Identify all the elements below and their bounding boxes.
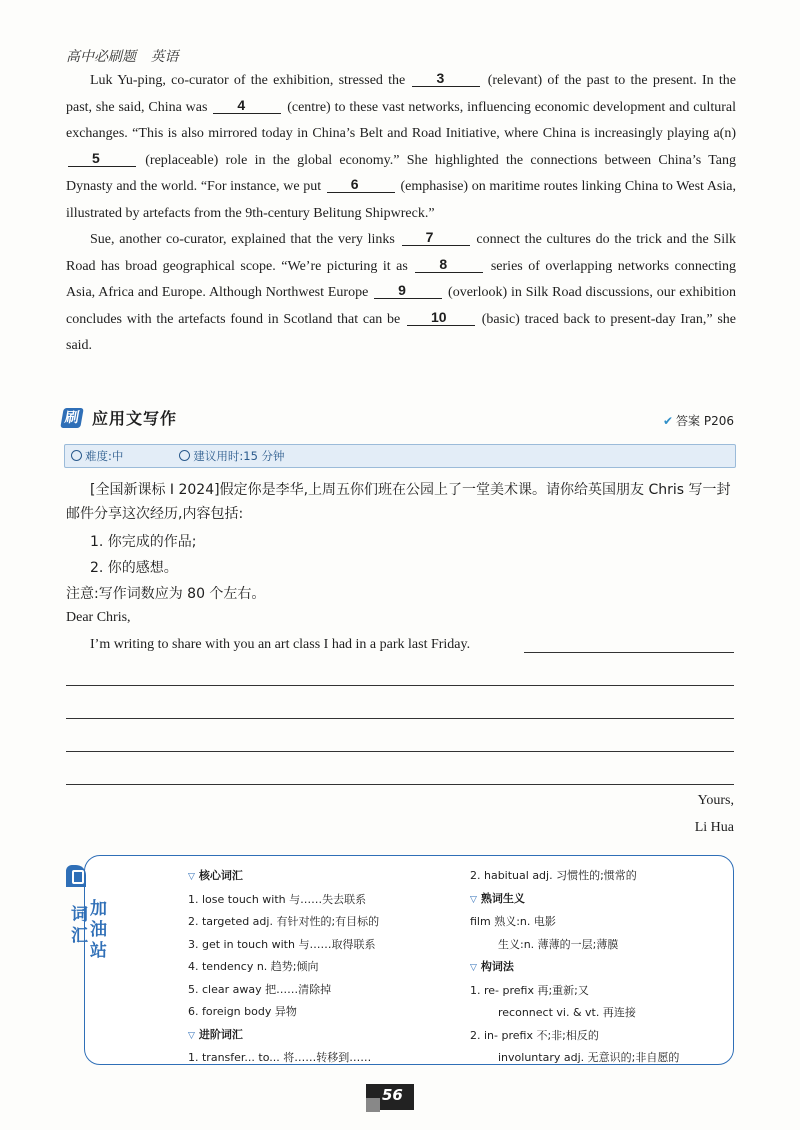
blank-10[interactable] bbox=[407, 308, 475, 326]
difficulty-icon bbox=[71, 450, 82, 461]
vocab-entry: 6. foreign body 异物 bbox=[188, 1005, 297, 1018]
vocab-entry: 1. transfer... to... 将……转移到…… bbox=[188, 1051, 372, 1064]
task-item-1: 1. 你完成的作品; bbox=[90, 534, 197, 550]
passage-text: connect the cultures do the trick and the Silk Road has broad geographical scope. “We’re picturing it as bbox=[66, 232, 737, 274]
info-bar bbox=[64, 444, 736, 468]
passage-text: (emphasise) on maritime routes linking China to West Asia, illustrated by artefacts from the 9th-century Belitung Shipwreck.” bbox=[66, 179, 736, 221]
blank-number: 5 bbox=[92, 149, 100, 166]
vocab-tag bbox=[64, 865, 108, 1063]
vocab-entry: involuntary adj. 无意识的;非自愿的 bbox=[498, 1051, 680, 1064]
vocab-left-column bbox=[188, 865, 379, 1070]
answer-page: 答案 P206 bbox=[676, 414, 734, 428]
blank-5[interactable] bbox=[68, 149, 136, 167]
suggested-time bbox=[179, 448, 284, 464]
brush-icon: 刷 bbox=[60, 408, 84, 428]
vocab-tag-col-1: 词汇 bbox=[71, 905, 88, 946]
vocab-heading: ▽ 构词法 bbox=[470, 956, 679, 980]
writing-line[interactable] bbox=[66, 784, 734, 785]
blank-7[interactable] bbox=[402, 228, 470, 246]
task-note: 注意:写作词数应为 80 个左右。 bbox=[66, 586, 266, 602]
vocab-heading: ▽ 核心词汇 bbox=[188, 865, 379, 889]
clock-icon bbox=[179, 450, 190, 461]
blank-9[interactable] bbox=[374, 281, 442, 299]
task-item-2: 2. 你的感想。 bbox=[90, 560, 178, 576]
vocab-heading: ▽ 进阶词汇 bbox=[188, 1024, 379, 1048]
vocab-entry: 1. re- prefix 再;重新;又 bbox=[470, 983, 589, 997]
blank-number: 9 bbox=[398, 282, 406, 298]
paragraph-1 bbox=[66, 68, 736, 227]
vocab-entry: 4. tendency n. 趋势;倾向 bbox=[188, 960, 319, 973]
paragraph-2 bbox=[66, 227, 736, 360]
writing-line[interactable] bbox=[66, 751, 734, 752]
vocab-entry: 2. targeted adj. 有针对性的;有目标的 bbox=[188, 915, 380, 928]
vocab-entry: film 熟义:n. 电影 bbox=[470, 915, 556, 928]
time-label: 建议用时:15 分钟 bbox=[193, 449, 285, 463]
vocab-entry: 5. clear away 把……清除掉 bbox=[188, 982, 332, 996]
passage-text: (basic) traced back to present-day Iran,” she said. bbox=[66, 311, 737, 353]
vocab-heading: ▽ 熟词生义 bbox=[470, 888, 679, 912]
passage-text: (relevant) of the past to the present. In the past, she said, China was bbox=[66, 73, 736, 115]
greeting: Dear Chris, bbox=[66, 610, 131, 625]
blank-6[interactable] bbox=[327, 175, 395, 193]
passage-text: (overlook) in Silk Road discussions, our exhibition concludes with the artefacts found in Scotland that can be bbox=[66, 285, 736, 327]
difficulty-label: 难度:中 bbox=[85, 449, 124, 463]
vocab-right-column bbox=[470, 865, 679, 1070]
writing-line[interactable] bbox=[66, 685, 734, 686]
vocab-tag-label bbox=[70, 899, 108, 962]
closing: Yours, bbox=[697, 793, 734, 808]
section-heading bbox=[62, 406, 177, 429]
signature: Li Hua bbox=[694, 820, 734, 835]
section-title: 应用文写作 bbox=[92, 409, 178, 428]
blank-number: 8 bbox=[439, 255, 448, 272]
answer-reference[interactable] bbox=[663, 412, 734, 429]
blank-number: 10 bbox=[431, 308, 447, 325]
writing-line[interactable] bbox=[66, 718, 734, 719]
page-number-text: 56 bbox=[382, 1086, 403, 1104]
blank-number: 4 bbox=[237, 96, 246, 113]
vocab-entry: 生义:n. 薄薄的一层;薄膜 bbox=[498, 937, 619, 951]
blank-number: 6 bbox=[350, 176, 359, 192]
difficulty bbox=[71, 448, 123, 464]
blank-3[interactable] bbox=[412, 69, 480, 87]
page-number bbox=[366, 1084, 414, 1110]
passage-text: series of overlapping networks connecting Asia, Africa and Europe. Although Northwest Europe bbox=[66, 258, 737, 300]
passage-text: (centre) to these vast networks, influencing economic development and cultural exchanges. “This is also mirrored today in China’s Belt and Road Initiative, where China is increasingly playing a(n) bbox=[66, 99, 737, 141]
page-number-accent bbox=[366, 1098, 380, 1112]
vocab-box bbox=[64, 855, 734, 1065]
writing-line[interactable] bbox=[524, 652, 734, 653]
passage-text: Sue, another co-curator, explained that the very links bbox=[90, 232, 395, 247]
reading-passage bbox=[66, 68, 736, 360]
passage-text: Luk Yu-ping, co-curator of the exhibition, stressed the bbox=[90, 73, 406, 88]
vocab-tag-col-2: 加油站 bbox=[90, 899, 107, 961]
blank-number: 7 bbox=[425, 229, 434, 245]
book-title: 高中必刷题 bbox=[66, 49, 136, 65]
blank-number: 3 bbox=[436, 70, 445, 86]
check-icon: ✔ bbox=[662, 414, 674, 428]
vocab-entry: 1. lose touch with 与……失去联系 bbox=[188, 892, 367, 906]
passage-text: (replaceable) role in the global economy.” She highlighted the connections between China’s Tang Dynasty and the world. “For instance, we put bbox=[66, 152, 737, 194]
vocab-entry: 2. habitual adj. 习惯性的;惯常的 bbox=[470, 869, 637, 882]
subject-label: 英语 bbox=[150, 49, 179, 65]
vocab-entry: 2. in- prefix 不;非;相反的 bbox=[470, 1028, 599, 1042]
page-header bbox=[66, 46, 178, 66]
vocab-entry: 3. get in touch with 与……取得联系 bbox=[188, 937, 376, 951]
notebook-icon bbox=[66, 865, 86, 887]
vocab-entry: reconnect vi. & vt. 再连接 bbox=[498, 1006, 636, 1019]
blank-4[interactable] bbox=[213, 96, 281, 114]
task-prompt: [全国新课标 I 2024]假定你是李华,上周五你们班在公园上了一堂美术课。请你给英国朋友 Chris 写一封邮件分享这次经历,内容包括: bbox=[66, 482, 731, 522]
blank-8[interactable] bbox=[415, 255, 483, 273]
opening-sentence: I’m writing to share with you an art class I had in a park last Friday. bbox=[90, 637, 471, 652]
